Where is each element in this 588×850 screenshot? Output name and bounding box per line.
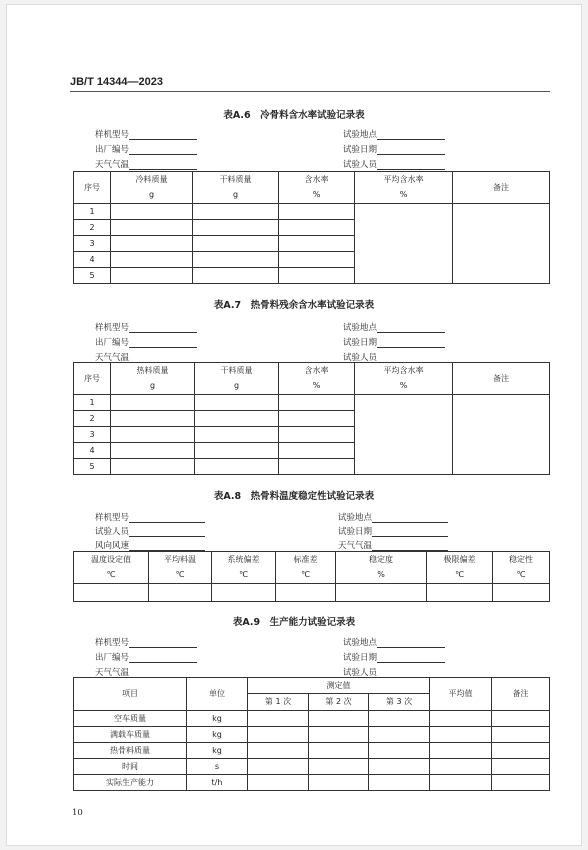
a8-test-site-field: 试验地点 (338, 511, 448, 523)
a6-h-moisture: 含水率 (279, 172, 355, 188)
a9-h-unit: 单位 (187, 678, 248, 711)
table-a8 (73, 551, 550, 602)
a7-u-avg: % (355, 379, 453, 395)
a7-h-note: 备注 (453, 363, 550, 395)
a8-h-bias: 系统偏差 (212, 552, 276, 568)
a8-h-limit-dev: 极限偏差 (427, 552, 493, 568)
table-a9 (73, 677, 550, 791)
a6-row-2: 2 (74, 220, 111, 236)
a9-test-date-field: 试验日期 (343, 651, 445, 663)
a7-sample-model-field: 样机型号 (95, 321, 197, 333)
a6-test-date-field: 试验日期 (343, 143, 445, 155)
a6-u-avg: % (355, 188, 453, 204)
a7-h-avg: 平均含水率 (355, 363, 453, 379)
a9-h-note: 备注 (492, 678, 550, 711)
a8-h-avg-temp: 平均料温 (149, 552, 212, 568)
a6-weather-field: 天气气温 (95, 158, 197, 170)
table-a7 (73, 362, 550, 475)
a9-item-4: 时间 (74, 759, 187, 775)
a8-u-setpoint: ℃ (74, 568, 149, 584)
a6-h-seq: 序号 (74, 172, 111, 204)
a9-item-5: 实际生产能力 (74, 775, 187, 791)
a7-test-site-field: 试验地点 (343, 321, 445, 333)
a6-test-site-field: 试验地点 (343, 128, 445, 140)
a7-test-date-field: 试验日期 (343, 336, 445, 348)
a9-h-run2: 第 2 次 (309, 694, 369, 711)
a7-tester-field: 试验人员 (343, 351, 445, 363)
a6-u-dry: g (193, 188, 279, 204)
a7-row-4: 4 (74, 443, 111, 459)
a6-u-moisture: % (279, 188, 355, 204)
a9-h-run3: 第 3 次 (369, 694, 430, 711)
a6-row-5: 5 (74, 268, 111, 284)
a8-h-stability-pct: 稳定度 (336, 552, 427, 568)
a6-row-4: 4 (74, 252, 111, 268)
a9-unit-2: kg (187, 727, 248, 743)
a8-u-std: ℃ (276, 568, 336, 584)
header-rule (70, 91, 550, 92)
a8-u-stability: ℃ (493, 568, 550, 584)
a8-h-std: 标准差 (276, 552, 336, 568)
a6-row-1: 1 (74, 204, 111, 220)
a7-u-dry: g (195, 379, 279, 395)
a9-h-item: 项目 (74, 678, 187, 711)
a7-row-3: 3 (74, 427, 111, 443)
a6-factory-no-field: 出厂编号 (95, 143, 197, 155)
a9-test-site-field: 试验地点 (343, 636, 445, 648)
a7-row-1: 1 (74, 395, 111, 411)
a7-h-mass: 热料质量 (111, 363, 195, 379)
table-a9-title: 表A.9 生产能力试验记录表 (232, 617, 356, 628)
a9-factory-no-field: 出厂编号 (95, 651, 197, 663)
a9-item-1: 空车质量 (74, 711, 187, 727)
a9-h-measured: 测定值 (248, 678, 430, 694)
a6-h-dry: 干料质量 (193, 172, 279, 188)
a7-row-5: 5 (74, 459, 111, 475)
a9-unit-4: s (187, 759, 248, 775)
standard-code: JB/T 14344—2023 (70, 76, 163, 88)
a9-sample-model-field: 样机型号 (95, 636, 197, 648)
table-a8-title: 表A.8 热骨料温度稳定性试验记录表 (213, 491, 375, 502)
a9-unit-1: kg (187, 711, 248, 727)
a6-row-3: 3 (74, 236, 111, 252)
a8-u-bias: ℃ (212, 568, 276, 584)
a9-unit-3: kg (187, 743, 248, 759)
a6-h-avg: 平均含水率 (355, 172, 453, 188)
a9-unit-5: t/h (187, 775, 248, 791)
a8-u-limit-dev: ℃ (427, 568, 493, 584)
a9-tester-field: 试验人员 (343, 666, 445, 678)
a7-h-seq: 序号 (74, 363, 111, 395)
a6-tester-field: 试验人员 (343, 158, 445, 170)
a6-h-note: 备注 (453, 172, 550, 204)
table-a6-title: 表A.6 冷骨料含水率试验记录表 (223, 110, 365, 121)
a8-test-date-field: 试验日期 (338, 525, 448, 537)
a8-weather-field: 天气气温 (338, 539, 448, 551)
table-a6 (73, 171, 550, 284)
a7-h-moisture: 含水率 (279, 363, 355, 379)
a7-factory-no-field: 出厂编号 (95, 336, 197, 348)
a6-h-mass: 冷料质量 (111, 172, 193, 188)
a8-h-stability: 稳定性 (493, 552, 550, 568)
a7-u-moisture: % (279, 379, 355, 395)
a8-wind-field: 风向风速 (95, 539, 205, 551)
a8-sample-model-field: 样机型号 (95, 511, 205, 523)
a7-row-2: 2 (74, 411, 111, 427)
a9-item-2: 满载车质量 (74, 727, 187, 743)
page-number: 10 (72, 808, 83, 818)
a8-h-setpoint: 温度设定值 (74, 552, 149, 568)
a7-u-mass: g (111, 379, 195, 395)
a7-h-dry: 干料质量 (195, 363, 279, 379)
a6-u-mass: g (111, 188, 193, 204)
a8-tester-left-field: 试验人员 (95, 525, 205, 537)
a8-u-stability-pct: % (336, 568, 427, 584)
a9-item-3: 热骨料质量 (74, 743, 187, 759)
a9-h-run1: 第 1 次 (248, 694, 309, 711)
a7-weather-field: 天气气温 (95, 351, 197, 363)
a9-weather-field: 天气气温 (95, 666, 197, 678)
a6-sample-model-field: 样机型号 (95, 128, 197, 140)
a9-h-avg: 平均值 (430, 678, 492, 711)
a8-u-avg-temp: ℃ (149, 568, 212, 584)
table-a7-title: 表A.7 热骨料残余含水率试验记录表 (213, 300, 375, 311)
